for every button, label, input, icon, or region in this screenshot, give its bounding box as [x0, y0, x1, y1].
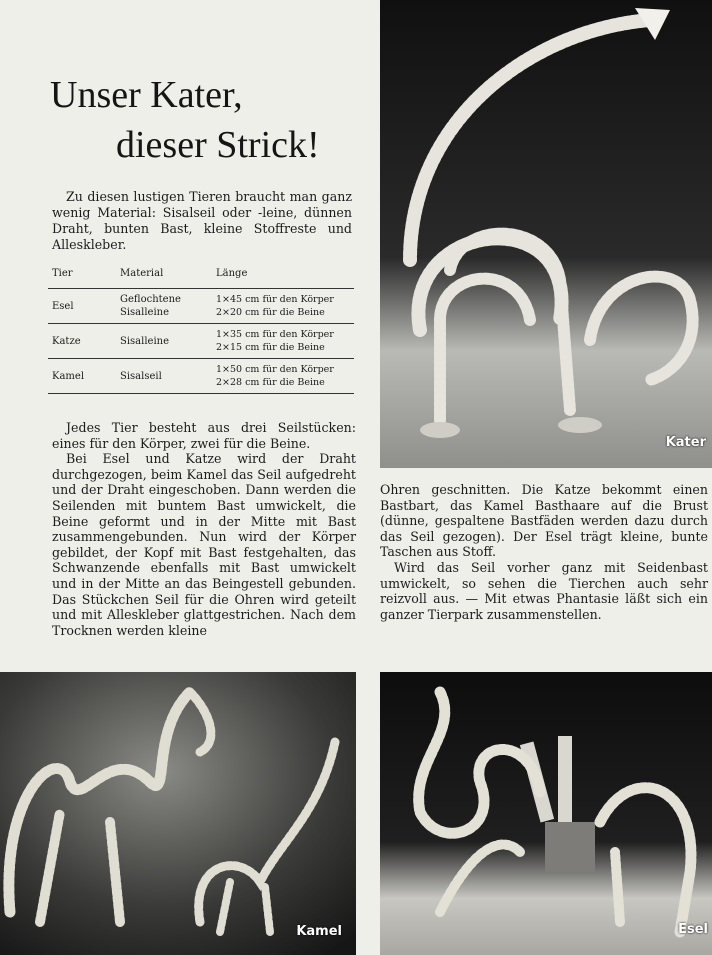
- caption-kamel: Kamel: [296, 924, 342, 939]
- cell-laenge: [212, 359, 354, 394]
- esel-rope-figure: [380, 672, 712, 955]
- laenge-line: 1×50 cm für den Körper: [216, 364, 334, 375]
- cell-laenge: [212, 289, 354, 324]
- body-paragraph: Bei Esel und Katze wird der Draht durchgezogen, beim Kamel das Seil aufgedreht und der Draht eingeschoben. Dann werden die Seilenden mit buntem Bast umwickelt, die Beine geformt und in der Mitte mit Bast zusammengebunden. Nun wird der Körper gebildet, der Kopf mit Bast festgehalten, das Schwanzende ebenfalls mit Bast umwickelt und in der Mitte an das Beingestell gebunden. Das Stückchen Seil für die Ohren wird geteilt und mit Alleskleber glattgestrichen. Nach dem Trocknen werden kleine: [52, 451, 356, 638]
- body-paragraph: Jedes Tier besteht aus drei Seilstücken: eines für den Körper, zwei für die Beine.: [52, 420, 356, 451]
- table-row: [48, 359, 354, 394]
- column-header-material: Material: [116, 262, 212, 289]
- intro-paragraph: Zu diesen lustigen Tieren braucht man ganz wenig Material: Sisalseil oder -leine, dünnen Draht, bunten Bast, kleine Stoffreste und Alleskleber.: [52, 189, 352, 252]
- photo-kamel: [0, 672, 356, 955]
- kater-rope-figure: [380, 0, 712, 468]
- body-column-right: [380, 482, 708, 622]
- laenge-line: 2×15 cm für die Beine: [216, 342, 325, 353]
- cell-material: [116, 289, 212, 324]
- table-row: [48, 324, 354, 359]
- column-header-laenge: Länge: [212, 262, 354, 289]
- materials-table: [48, 262, 354, 394]
- caption-esel: Esel: [678, 922, 708, 937]
- body-column-left: [52, 420, 356, 638]
- cell-laenge: [212, 324, 354, 359]
- article-title: [50, 70, 370, 170]
- laenge-line: 2×28 cm für die Beine: [216, 377, 325, 388]
- cell-material: Sisalleine: [116, 324, 212, 359]
- cell-tier: Katze: [48, 324, 116, 359]
- laenge-line: 2×20 cm für die Beine: [216, 307, 325, 318]
- cell-material: Sisalseil: [116, 359, 212, 394]
- laenge-line: 1×45 cm für den Körper: [216, 294, 334, 305]
- body-paragraph: Wird das Seil vorher ganz mit Seidenbast umwickelt, so sehen die Tierchen auch sehr reizvoll aus. — Mit etwas Phantasie läßt sich ein ganzer Tierpark zusammenstellen.: [380, 559, 708, 622]
- cell-tier: Esel: [48, 289, 116, 324]
- material-line: Sisalleine: [120, 307, 170, 318]
- title-line-2: dieser Strick!: [116, 124, 320, 166]
- title-line-1: Unser Kater,: [50, 74, 243, 116]
- cell-tier: Kamel: [48, 359, 116, 394]
- table-row: [48, 289, 354, 324]
- photo-esel: [380, 672, 712, 955]
- laenge-line: 1×35 cm für den Körper: [216, 329, 334, 340]
- caption-kater: Kater: [665, 435, 706, 450]
- table-header-row: [48, 262, 354, 289]
- photo-kater: [380, 0, 712, 468]
- material-line: Geflochtene: [120, 294, 181, 305]
- body-paragraph: Ohren geschnitten. Die Katze bekommt einen Bastbart, das Kamel Basthaare auf die Brust (dünne, gespaltene Bastfäden werden dazu durch das Seil gezogen). Der Esel trägt kleine, bunte Taschen aus Stoff.: [380, 482, 708, 560]
- kamel-rope-figure: [0, 672, 356, 955]
- column-header-tier: Tier: [48, 262, 116, 289]
